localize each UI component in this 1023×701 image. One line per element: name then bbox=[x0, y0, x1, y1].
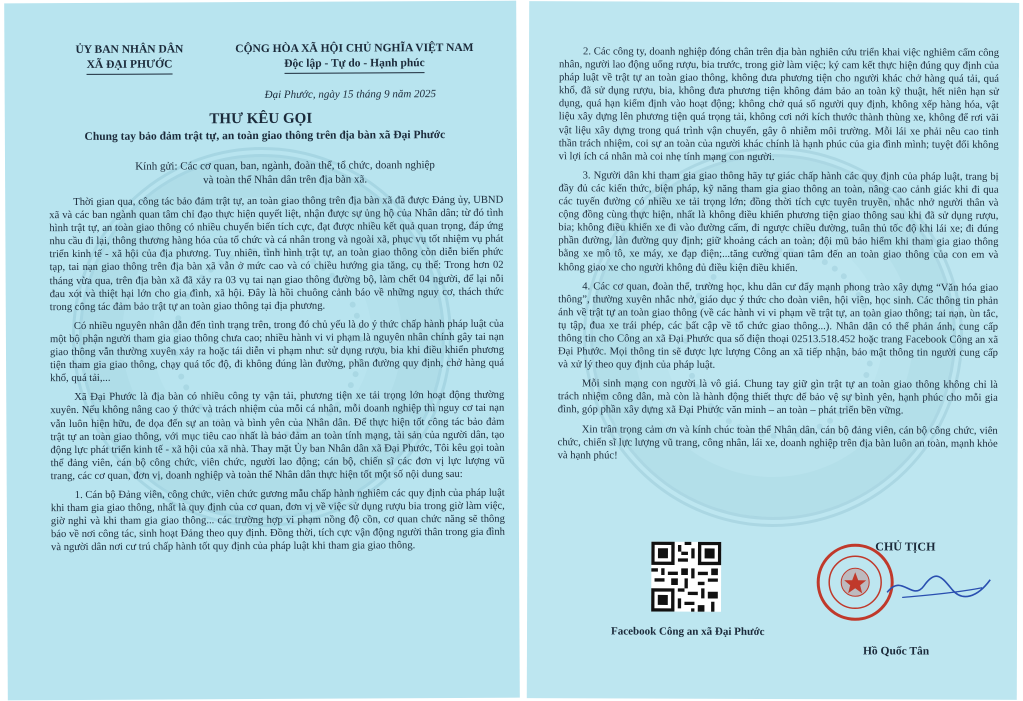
org-line-2: XÃ ĐẠI PHƯỚC bbox=[87, 57, 173, 74]
paragraph: Xin trân trọng cảm ơn và kính chúc toàn thể Nhân dân, cán bộ đảng viên, cán bộ công chức, viên chức, chiến sĩ lực lượng vũ trang, công nhân, lái xe, doanh nghiệp trên địa bàn luôn an toàn, mạnh khỏe và hạnh phúc! bbox=[557, 423, 998, 462]
qr-caption: Facebook Công an xã Đại Phước bbox=[610, 625, 765, 638]
body-page-1 bbox=[49, 194, 505, 561]
paragraph: Mỗi sinh mạng con người là vô giá. Chung tay giữ gìn trật tự an toàn giao thông không chỉ là trách nhiệm công dân, mà còn là hành động thiết thực để bảo vệ sự bình yên, hạnh phúc cho mỗi gia đình, góp phần xây dựng xã Đại Phước văn minh – an toàn – phát triển bền vững. bbox=[557, 378, 998, 417]
qr-code[interactable] bbox=[651, 542, 721, 612]
issuing-authority bbox=[34, 42, 224, 75]
letter-page-2 bbox=[527, 1, 1019, 700]
paragraph: 4. Các cơ quan, đoàn thể, trường học, khu dân cư đẩy mạnh phong trào xây dựng “Văn hóa giao thông”, thường xuyên nhắc nhở, giáo dục ý thức cho đoàn viên, hội viên, học sinh. Các thông tin phản ánh về trật tự an toàn giao thông (về các hành vi vi phạm về trật tự, an toàn giao thông; tai nạn, ùn tắc, tụ tập, đua xe trái phép, các bất cập về tổ chức giao thông...). Nhân dân có thể phản ánh, cung cấp thông tin cho Công an xã Đại Phước qua số điện thoại 02513.518.452 hoặc trang Facebook Công an xã Đại Phước. Mọi thông tin sẽ được lực lượng Công an xã tiếp nhận, bảo mật thông tin người cung cấp và xử lý theo quy định của pháp luật. bbox=[557, 280, 999, 371]
paragraph: Có nhiều nguyên nhân dẫn đến tình trạng trên, trong đó chủ yếu là do ý thức chấp hành pháp luật của một bộ phận người tham gia giao thông chưa cao; nhiều hành vi vi phạm là nguyên nhân chính gây tai nạn giao thông vẫn thường xuyên xảy ra hoặc tái diễn vi phạm như: sử dụng rượu, bia khi điều khiển phương tiện tham gia giao thông, chạy quá tốc độ, đi không đúng làn đường, phần đường quy định, chở hàng quá khổ, quá tải,... bbox=[49, 318, 505, 385]
greeting bbox=[85, 158, 485, 188]
signature-title: CHỦ TỊCH bbox=[875, 539, 936, 554]
nation-line-2: Độc lập - Tự do - Hạnh phúc bbox=[284, 56, 425, 74]
document-subtitle: Chung tay bảo đảm trật tự, an toàn giao thông trên địa bàn xã Đại Phước bbox=[84, 129, 446, 143]
org-line-1: ỦY BAN NHÂN DÂN bbox=[75, 43, 184, 56]
nation-line-1: CỘNG HÒA XÃ HỘI CHỦ NGHĨA VIỆT NAM bbox=[235, 41, 474, 56]
signer-name: Hồ Quốc Tân bbox=[862, 645, 930, 658]
paragraph: Xã Đại Phước là địa bàn có nhiều công ty vận tải, phương tiện xe tải trọng lớn hoạt động thường xuyên. Nếu không nâng cao ý thức và trách nhiệm của mỗi cá nhân, mỗi doanh nghiệp thì nguy cơ tai nạn vẫn luôn hiện hữu, đe dọa đến sự an toàn và bình yên của Nhân dân. Để thực hiện tốt công tác bảo đảm trật tự an toàn giao thông, với mục tiêu cao nhất là bảo đảm an toàn tính mạng, tài sản của người dân, tạo động lực phát triển kinh tế - xã hội của xã nhà. Thay mặt Ủy ban Nhân dân xã Đại Phước, Tôi kêu gọi toàn thể đảng viên, cán bộ công chức, viên chức, người lao động; cán bộ, chiến sĩ các đơn vị lực lượng vũ trang, các cơ quan, đơn vị, doanh nghiệp và toàn thể Nhân dân thực hiện tốt một số nội dung sau: bbox=[50, 390, 505, 482]
paragraph: 1. Cán bộ Đảng viên, công chức, viên chức gương mẫu chấp hành nghiêm các quy định của pháp luật khi tham gia giao thông, nhất là quy định của cơ quan, đơn vị về việc sử dụng rượu bia trong giờ làm việc, giờ nghỉ và khi tham gia giao thông... các trường hợp vi phạm nồng độ cồn, cơ quan chức năng sẽ thông báo về nơi công tác, sinh hoạt Đảng theo quy định. Đồng thời, tích cực vận động người thân trong gia đình và người dân nơi cư trú chấp hành tốt quy định của pháp luật khi tham gia giao thông. bbox=[50, 487, 505, 554]
greeting-line-2: và toàn thể Nhân dân trên địa bàn xã. bbox=[203, 173, 368, 187]
issue-date: Đại Phước, ngày 15 tháng 9 năm 2025 bbox=[264, 88, 437, 101]
greeting-line-1: Kính gửi: Các cơ quan, ban, ngành, đoàn thể, tổ chức, doanh nghiệp bbox=[135, 159, 435, 173]
paragraph: Thời gian qua, công tác bảo đảm trật tự, an toàn giao thông trên địa bàn xã đã được Đảng ủy, UBND xã và các ban ngành quan tâm chỉ đạo thực hiện quyết liệt, nhận được sự ủng hộ của Nhân dân; từ đó tình hình trật tự, an toàn giao thông có nhiều chuyển biến tích cực, đạt được nhiều kết quả quan trọng, đáp ứng nhu cầu đi lại, thông thương hàng hóa của tổ chức và cá nhân trong và ngoài xã, phục vụ tốt nhiệm vụ phát triển kinh tế - xã hội của địa phương. Tuy nhiên, tình hình trật tự, an toàn giao thông còn diễn biến phức tạp, tai nạn giao thông trên địa bàn xã vẫn ở mức cao và có chiều hướng gia tăng, cụ thể: Trong hơn 02 tháng vừa qua, trên địa bàn xã đã xảy ra 03 vụ tai nạn giao thông đường bộ, làm chết 04 người, để lại nỗi đau xót và thiệt hại lớn cho gia đình, xã hội. Đây là hồi chuông cảnh báo về những nguy cơ, thách thức trong công tác đảm bảo trật tự an toàn giao thông tại địa phương. bbox=[49, 194, 504, 313]
body-page-2 bbox=[558, 45, 999, 469]
letter-page-1 bbox=[4, 1, 520, 701]
handwritten-signature bbox=[882, 567, 992, 607]
document-title: THƯ KÊU GỌI bbox=[209, 110, 313, 128]
paragraph: 2. Các công ty, doanh nghiệp đóng chân trên địa bàn nghiên cứu triển khai việc nghiêm cấm công nhân, người lao động uống rượu, bia trước, trong giờ làm việc; ký cam kết thực hiện đúng quy định của pháp luật về trật tự an toàn giao thông, không đưa phương tiện cho người khác chở hàng quá tải, quá khổ, đã sử dụng rượu, bia, không đưa phương tiện không đảm bảo an toàn kỹ thuật, hết niên hạn sử dụng, quá hạn kiểm định vào hoạt động; không chở quá số người quy định, không xếp hàng hóa, vật liệu xây dựng lên phương tiện quá trọng tải, không cơi nới kích thước thành thùng xe, không để rơi vãi vật liệu xây dựng trong quá trình vận chuyển, gây ô nhiễm môi trường. Mỗi lái xe phải nêu cao tinh thần trách nhiệm, coi sự an toàn của người khác chính là hạnh phúc của gia đình mình; tuyệt đối không vì lợi ích cá nhân mà coi nhẹ tính mạng con người. bbox=[558, 46, 1000, 163]
paragraph: 3. Người dân khi tham gia giao thông hãy tự giác chấp hành các quy định của pháp luật, trang bị đầy đủ các kiến thức, biện pháp, kỹ năng tham gia giao thông an toàn, nâng cao cảnh giác khi đi qua các tuyến đường có nhiều xe tải trọng lớn; đồng thời tích cực tuyên truyền, nhắc nhở người thân và cộng đồng cùng thực hiện, nhất là không điều khiển phương tiện giao thông sau khi đã sử dụng rượu, bia; không điều khiển xe đi vào đường cấm, đi ngược chiều đường, tuân thủ tốc độ khi lái xe; đi đúng phần đường, làn đường quy định; giữ khoảng cách an toàn; đội mũ bảo hiểm khi tham gia giao thông bằng xe mô tô, xe máy, xe đạp điện;...tăng cường quan tâm đến an toàn giao thông của con em và không giao xe cho người không đủ điều kiện điều khiển. bbox=[558, 170, 999, 274]
national-motto bbox=[204, 41, 504, 75]
